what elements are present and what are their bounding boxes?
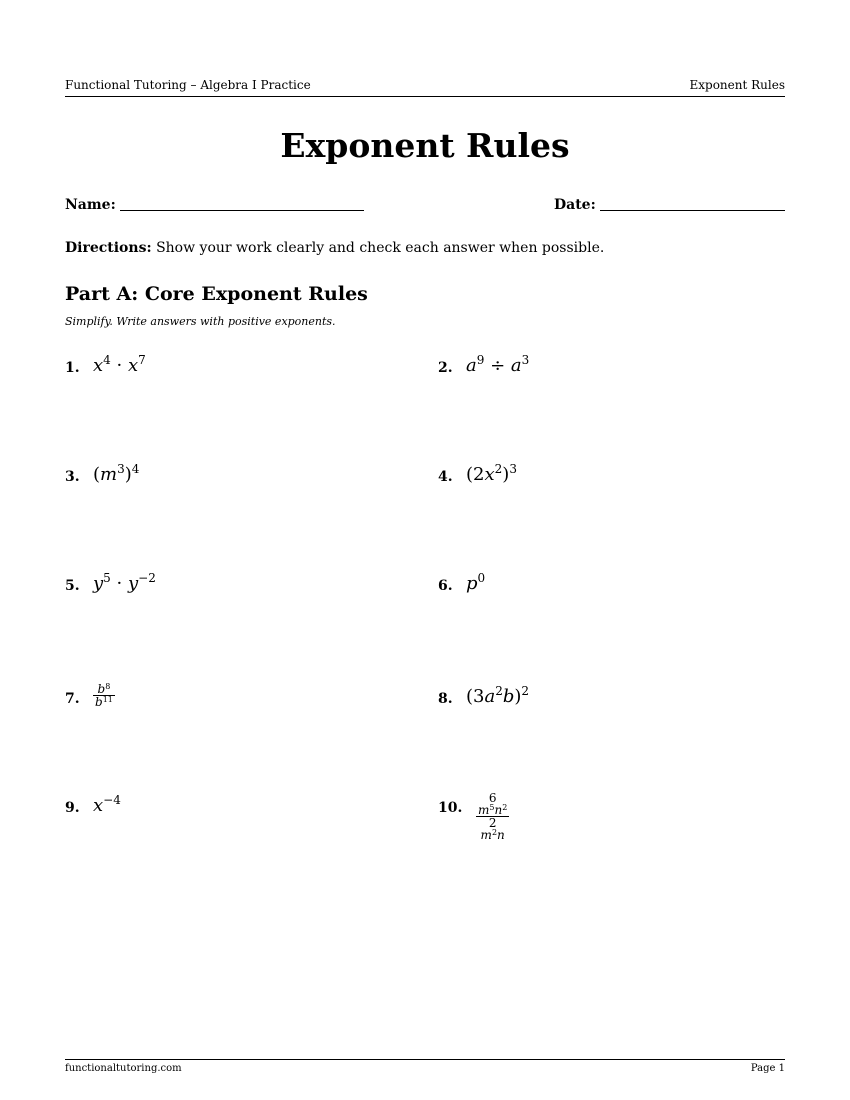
problem-number: 5.: [65, 578, 80, 594]
problem-number: 1.: [65, 360, 80, 376]
header-course-title: Functional Tutoring – Algebra I Practice: [65, 78, 311, 92]
date-field[interactable]: [600, 210, 785, 211]
name-label: Name:: [65, 197, 116, 213]
date-label: Date:: [554, 197, 596, 213]
directions-label: Directions:: [65, 240, 152, 256]
problem-expression: $(3a^2b)^2$: [466, 684, 530, 707]
header-rule: [65, 96, 785, 97]
directions: [65, 240, 604, 256]
problem-expression: $(2x^2)^3$: [466, 462, 517, 485]
header-topic: Exponent Rules: [689, 78, 785, 92]
footer-page-number: Page 1: [750, 1063, 785, 1074]
problem-number: 2.: [438, 360, 453, 376]
problem-number: 10.: [438, 800, 463, 816]
problem-expression: $x^{-4}$: [93, 793, 121, 816]
problem-expression: $\frac{b^8}{b^{11}}$: [95, 682, 113, 709]
problem-expression: 6 $m^5n^2$ 2 $m^2n$: [478, 791, 508, 842]
problem-number: 8.: [438, 691, 453, 707]
problem-number: 7.: [65, 691, 80, 707]
problem-expression: $p^0$: [466, 571, 486, 594]
problem-expression: $x^4 \cdot x^7$: [93, 353, 146, 376]
page-title: Exponent Rules: [280, 126, 570, 165]
part-a-instructions: Simplify. Write answers with positive exponents.: [65, 315, 336, 328]
problem-expression: $a^9 \div a^3$: [466, 353, 530, 376]
directions-text: Show your work clearly and check each answer when possible.: [156, 240, 605, 256]
page-header: [65, 78, 785, 96]
part-a-heading: Part A: Core Exponent Rules: [65, 283, 368, 305]
problem-number: 4.: [438, 469, 453, 485]
footer-rule: [65, 1059, 785, 1060]
problem-number: 3.: [65, 469, 80, 485]
name-field[interactable]: [120, 210, 364, 211]
problem-number: 6.: [438, 578, 453, 594]
footer-website: functionaltutoring.com: [65, 1063, 182, 1074]
problem-number: 9.: [65, 800, 80, 816]
problem-expression: $y^5 \cdot y^{-2}$: [93, 571, 156, 594]
problem-expression: $(m^3)^4$: [93, 462, 140, 485]
